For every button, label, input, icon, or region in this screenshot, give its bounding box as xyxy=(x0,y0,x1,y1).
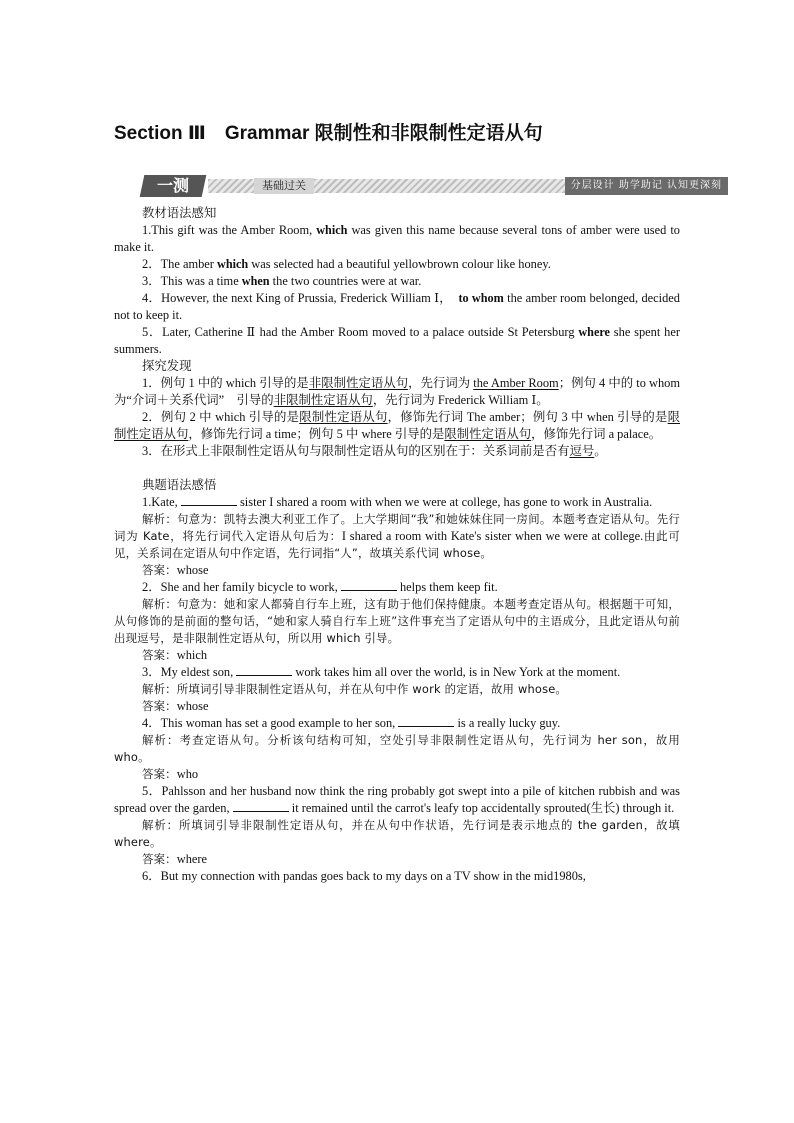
example-sentence-4: 4．However, the next King of Prussia, Frederick William Ⅰ， to whom the amber room belonged, decided not to keep it. xyxy=(114,291,680,322)
analysis-3: 解析：所填词引导非限制性定语从句，并在从句中作 work 的定语，故用 whose。 xyxy=(142,682,568,696)
question-1: 1.Kate, sister I shared a room with when we were at college, has gone to work in Australia. xyxy=(142,495,653,509)
textbook-heading: 教材语法感知 xyxy=(142,206,217,220)
answer-2: 答案：which xyxy=(142,648,208,662)
answer-blank xyxy=(181,494,237,506)
answer-blank xyxy=(398,715,454,727)
examples-heading: 典题语法感悟 xyxy=(142,478,217,492)
document-body xyxy=(114,205,680,885)
banner-subtitle: 基础过关 xyxy=(254,178,314,194)
question-5: 5．Pahlsson and her husband now think the ring probably got swept into a pile of kitchen rubbish and was spread over the garden, it remained until the carrot's leafy top accidentally sprouted(生长) through it. xyxy=(114,784,680,815)
discovery-heading: 探究发现 xyxy=(142,359,192,373)
banner-tagline: 分层设计 助学助记 认知更深刻 xyxy=(565,177,728,195)
question-6: 6．But my connection with pandas goes back to my days on a TV show in the mid1980s, xyxy=(142,869,586,883)
discovery-point-1: 1．例句 1 中的 which 引导的是非限制性定语从句，先行词为 the Amber Room；例句 4 中的 to whom 为“介词＋关系代词” 引导的非限制性定语从句，先行词为 Frederick William Ⅰ。 xyxy=(114,376,681,407)
answer-blank xyxy=(341,579,397,591)
example-sentence-1: 1.This gift was the Amber Room, which was given this name because several tons of amber were used to make it. xyxy=(114,223,680,254)
document-page xyxy=(114,118,722,885)
section-banner xyxy=(142,175,728,197)
answer-blank xyxy=(236,664,292,676)
example-sentence-3: 3．This was a time when the two countries were at war. xyxy=(142,274,422,288)
page-title: Section Ⅲ Grammar 限制性和非限制性定语从句 xyxy=(114,123,543,144)
example-sentence-5: 5．Later, Catherine Ⅱ had the Amber Room moved to a palace outside St Petersburg where she spent her summers. xyxy=(114,325,680,356)
analysis-5: 解析：所填词引导非限制性定语从句，并在从句中作状语，先行词是表示地点的 the garden，故填 where。 xyxy=(114,818,680,849)
answer-5: 答案：where xyxy=(142,852,208,866)
discovery-point-2: 2．例句 2 中 which 引导的是限制性定语从句，修饰先行词 The amber；例句 3 中 when 引导的是限制性定语从句，修饰先行词 a time；例句 5 中 where 引导的是限制性定语从句，修饰先行词 a palace。 xyxy=(114,410,680,441)
answer-1: 答案：whose xyxy=(142,563,209,577)
question-3: 3．My eldest son, work takes him all over the world, is in New York at the moment. xyxy=(142,665,621,679)
discovery-point-3: 3．在形式上非限制性定语从句与限制性定语从句的区别在于：关系词前是否有逗号。 xyxy=(142,444,607,458)
analysis-1: 解析：句意为：凯特去澳大利亚工作了。上大学期间“我”和她妹妹住同一房间。本题考查定语从句。先行词为 Kate，将先行词代入定语从句后为：I shared a room with Kate's sister when we were at college.由此可见，关系词在定语从句中作定语，先行词指“人”，故填关系代词 whose。 xyxy=(114,512,680,560)
analysis-2: 解析：句意为：她和家人都骑自行车上班，这有助于他们保持健康。本题考查定语从句。根据题干可知，从句修饰的是前面的整句话，“她和家人骑自行车上班”这件事充当了定语从句中的主语成分，且此定语从句前出现逗号，是非限制性定语从句，所以用 which 引导。 xyxy=(114,597,680,645)
answer-4: 答案：who xyxy=(142,767,199,781)
answer-3: 答案：whose xyxy=(142,699,209,713)
answer-blank xyxy=(233,800,289,812)
spacer xyxy=(114,460,680,477)
analysis-4: 解析：考查定语从句。分析该句结构可知，空处引导非限制性定语从句，先行词为 her son，故用 who。 xyxy=(114,733,680,764)
example-sentence-2: 2．The amber which was selected had a beautiful yellowbrown colour like honey. xyxy=(142,257,551,271)
banner-mark: 一测 xyxy=(140,175,207,197)
question-4: 4．This woman has set a good example to her son, is a really lucky guy. xyxy=(142,716,561,730)
question-2: 2．She and her family bicycle to work, helps them keep fit. xyxy=(142,580,498,594)
